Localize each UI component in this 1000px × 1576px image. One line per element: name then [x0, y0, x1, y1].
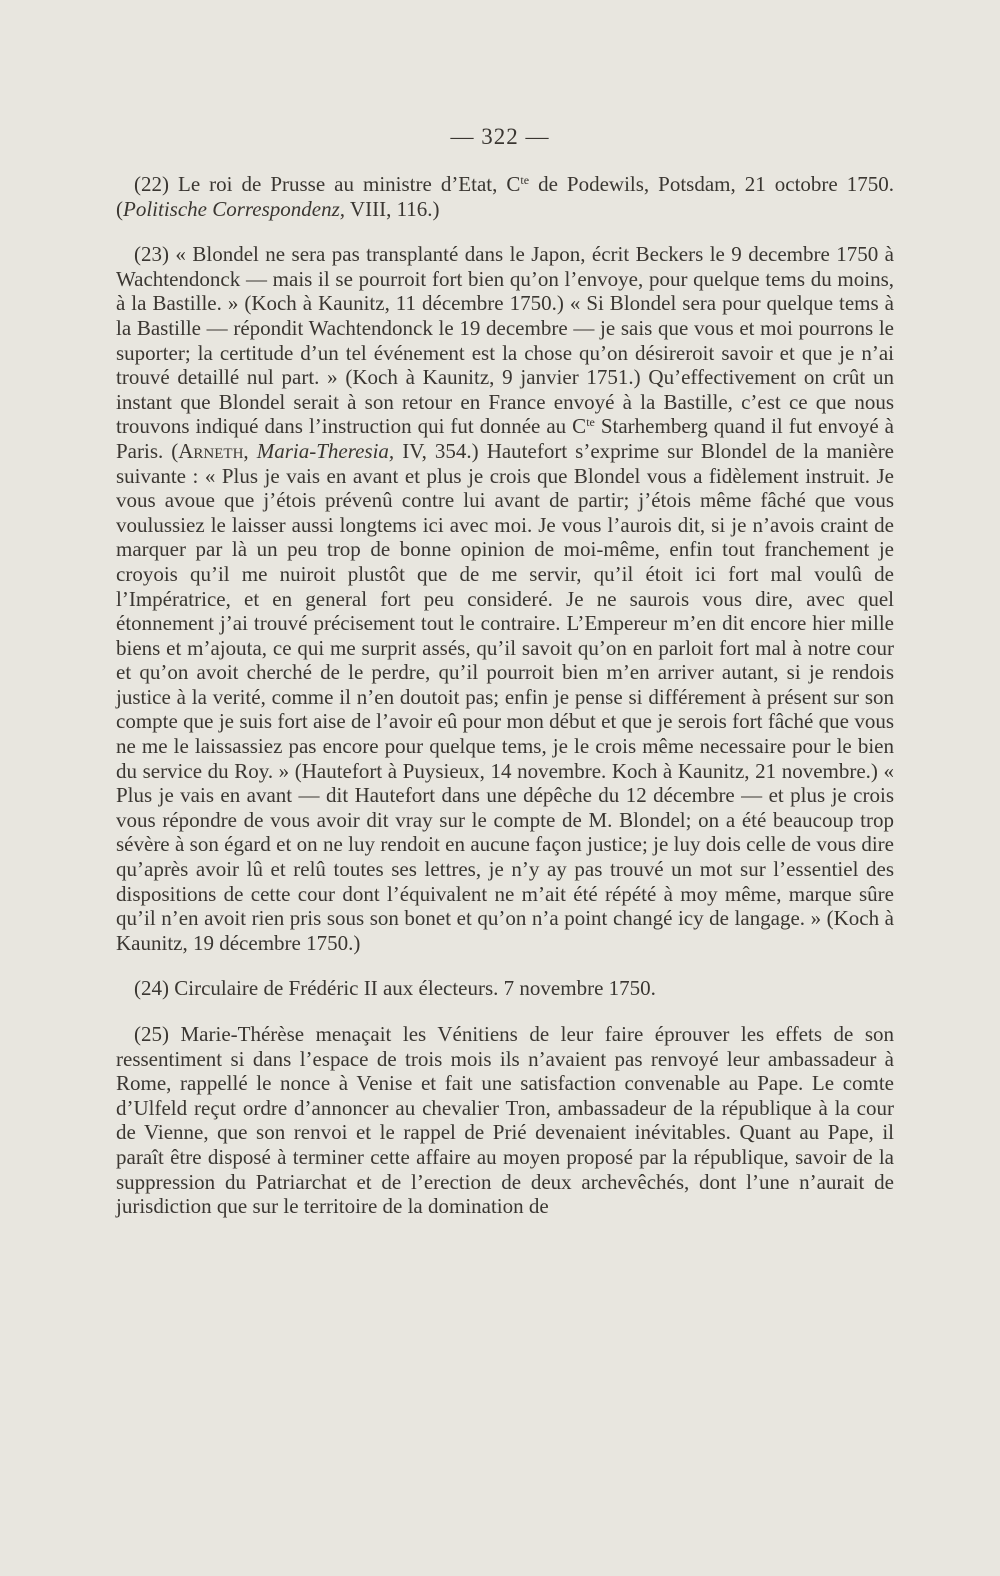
footnote-marker: (24)	[134, 976, 169, 1001]
footnote-marker: (23)	[134, 242, 169, 267]
page-number: — 322 —	[450, 124, 550, 149]
footnote-25: (25) Marie-Thérèse menaçait les Vénitiens de leur faire éprouver les effets de son ressentiment si dans l’espace de trois mois ils n’avaient pas renvoyé leur ambassadeur à Rome, rappellé le nonce à Venise et fait une satisfaction convenable au Pape. Le comte d’Ulfeld reçut ordre d’annoncer au chevalier Tron, ambassadeur de la république à la cour de Vienne, que son renvoi et le rappel de Prié devenaient inévitables. Quant au Pape, il paraît être disposé à terminer cette affaire au moyen proposé par la république, savoir de la suppression du Patriarchat et de l’erection de deux archevêchés, dont l’une n’aurait de jurisdiction que sur le territoire de la domination de	[116, 1022, 894, 1219]
footnote-22: (22) Le roi de Prusse au ministre d’Etat, $C^{te}$ de Podewils, Potsdam, 21 octobre 1750. (Politische Correspondenz, VIII, 116.)	[116, 172, 894, 221]
footnote-marker: (22)	[134, 172, 169, 196]
footnote-23: (23) « Blondel ne sera pas transplanté dans le Japon, écrit Beckers le 9 decembre 1750 à Wachtendonck — mais il se pourroit fort bien qu’on l’envoye, pour quelque tems du moins, à la Bastille. » (Koch à Kaunitz, 11 décembre 1750.) « Si Blondel sera pour quelque tems à la Bastille — répondit Wachtendonck le 19 decembre — je sais que vous et moi pourrons le suporter; la certitude d’un tel événement est la chose qu’on désireroit savoir et que je n’ai trouvé detaillé nul part. » (Koch à Kaunitz, 9 janvier 1751.) Qu’effectivement on crût un instant que Blondel serait à son retour en France envoyé à la Bastille, c’est ce que nous trouvons indiqué dans l’instruction qui fut donnée au $C^{te}$ Starhemberg quand il fut envoyé à Paris. (Arneth, Maria-Theresia, IV, 354.) Hautefort s’exprime sur Blondel de la manière suivante : « Plus je vais en avant et plus je crois que Blondel vous a fidèlement instruit. Je vous avoue que j’étois prévenû contre lui avant de partir; j’étois même fâché que vous voulussiez le laisser aussi longtems ici avec moi. Je vous l’aurois dit, si je n’avois craint de marquer par là un peu trop de bonne opinion de moi-même, enfin tout franchement je croyois qu’il me nuiroit plustôt que de me servir, qu’il étoit ici fort mal voulû de l’Impératrice, et en general fort peu consideré. Je ne saurois vous dire, avec quel étonnement j’ai trouvé précisement tout le contraire. L’Empereur m’en dit encore hier mille biens et m’ajouta, ce qui me surprit assés, qu’il savoit qu’on en parloit fort mal à notre cour et qu’on avoit cherché de le perdre, qu’il pourroit bien m’en arriver autant, si je rendois justice à la verité, comme il n’en doutoit pas; enfin je pense si différement à présent sur son compte que je suis fort aise de l’avoir eû pour mon début et que je serois fort fâché que vous ne me le laissassiez pas encore pour quelque tems, je le crois même necessaire pour le bien du service du Roy. » (Hautefort à Puysieux, 14 novembre. Koch à Kaunitz, 21 novembre.) « Plus je vais en avant — dit Hautefort dans une dépêche du 12 décembre — et plus je crois vous répondre de vous avoir dit vray sur le compte de M. Blondel; on a été beaucoup trop sévère à son égard et on ne luy rendoit en aucune façon justice; je luy dois celle de vous dire qu’après avoir lû et relû toutes ses lettres, je n’y ay pas trouvé un mot sur l’essentiel des dispositions de cette cour dont l’équivalent ne m’ait été répété à moy même, marque sûre qu’il n’en avoit rien pris sous son bonet et qu’on n’a point changé icy de langage. » (Koch à Kaunitz, 19 décembre 1750.)	[116, 242, 895, 955]
footnote-marker: (25)	[134, 1022, 169, 1046]
footnote-24: (24) Circulaire de Frédéric II aux électeurs. 7 novembre 1750.	[134, 976, 656, 1001]
footnotes	[116, 172, 894, 1219]
